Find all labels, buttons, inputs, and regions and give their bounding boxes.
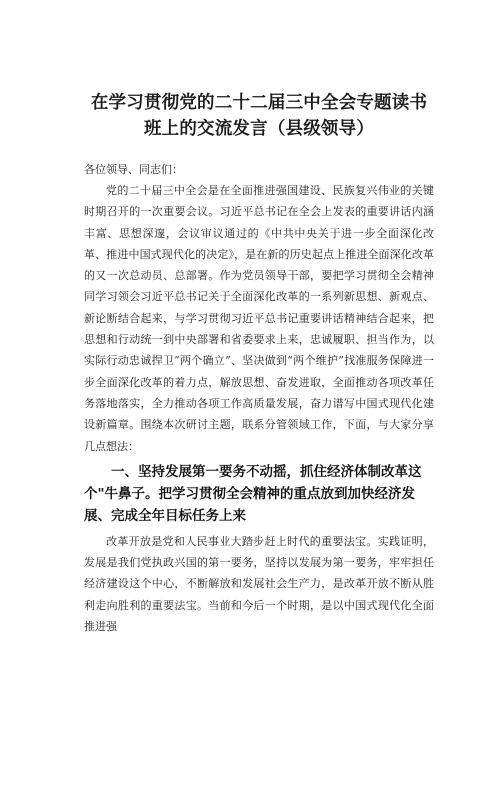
salutation: 各位领导、同志们： xyxy=(84,163,183,176)
section-heading-1: 一、坚持发展第一要务不动摇，抓住经济体制改革这个"牛鼻子。把学习贯彻全会精神的重点放到加快经济发展、完成全年目标任务上来 xyxy=(84,463,422,524)
document-title: 在学习贯彻党的二十二届三中全会专题读书班上的交流发言（县级领导） xyxy=(90,93,428,139)
document-page xyxy=(0,90,500,797)
body-paragraph-2: 改革开放是党和人民事业大踏步赶上时代的重要法宝。实践证明，发展是我们党执政兴国的第一要务，坚持以发展为第一要务，牢牢担任经济建设这个中心，不断解放和发展社会生产力，是改革开放不断从胜利走向胜利的重要法宝。当前和今后一个时期，是以中国式现代化全面推进强 xyxy=(84,534,434,634)
body-paragraph-1: 党的二十届三中全会是在全面推进强国建设、民族复兴伟业的关键时期召开的一次重要会议。习近平总书记在全会上发表的重要讲话内涵丰富、思想深邃，会议审议通过的《中共中央关于进一步全面深化改革、推进中国式现代化的决定》，是在新的历史起点上推进全面深化改革的又一次总动员、总部署。作为党员领导干部，要把学习贯彻全会精神同学习领会习近平总书记关于全面深化改革的一系列新思想、新观点、新论断结合起来，与学习贯彻习近平总书记重要讲话精神结合起来，把思想和行动统一到中央部署和省委要求上来，忠诚履职、担当作为，以实际行动忠诚捍卫“两个确立”、坚决做到“两个维护”找准服务保障进一步全面深化改革的着力点，解放思想、奋发进取，全面推动各项改革任务落地落实，全力推动各项工作高质量发展，奋力谱写中国式现代化建设新篇章。围绕本次研讨主题，联系分管领域工作，下面，与大家分享几点想法： xyxy=(84,184,434,453)
